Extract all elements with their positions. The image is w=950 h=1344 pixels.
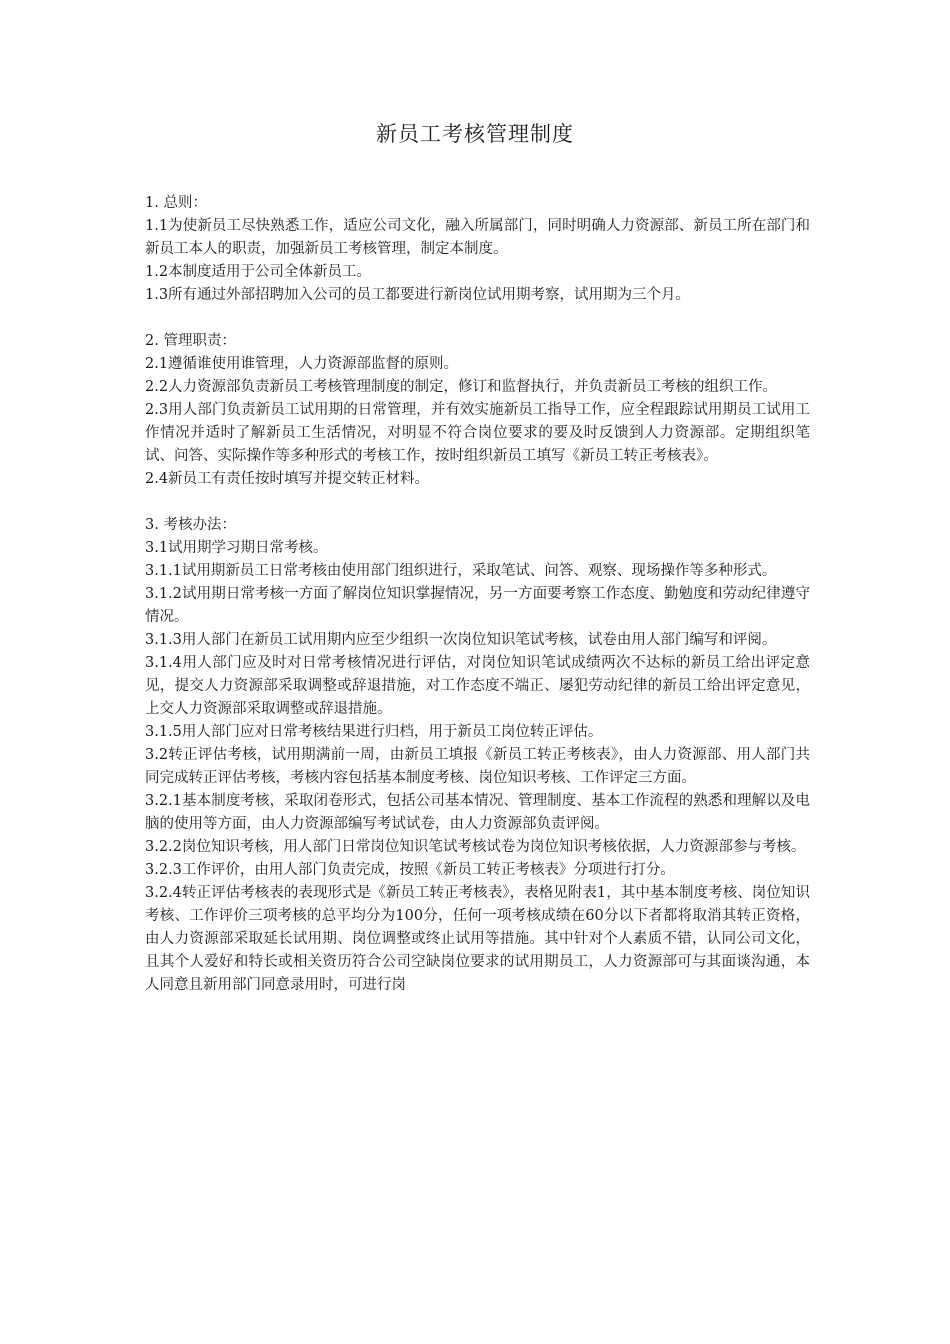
section-heading: 2. 管理职责： <box>145 333 236 349</box>
paragraph: 1.3所有通过外部招聘加入公司的员工都要进行新岗位试用期考察，试用期为三个月。 <box>145 287 691 303</box>
paragraph: 3.1.2试用期日常考核一方面了解岗位知识掌握情况，另一方面要考察工作态度、勤勉度和劳动纪律遵守情况。 <box>145 586 810 625</box>
section-general <box>145 192 810 307</box>
section-heading: 1. 总则： <box>145 195 207 211</box>
document-body <box>145 192 810 997</box>
section-assessment-methods <box>145 514 810 997</box>
document-title: 新员工考核管理制度 <box>376 122 574 146</box>
paragraph: 2.4新员工有责任按时填写并提交转正材料。 <box>145 471 430 487</box>
paragraph: 3.1.5用人部门应对日常考核结果进行归档，用于新员工岗位转正评估。 <box>145 724 603 740</box>
paragraph: 3.1.1试用期新员工日常考核由使用部门组织进行，采取笔试、问答、观察、现场操作等多种形式。 <box>145 563 777 579</box>
paragraph: 2.2人力资源部负责新员工考核管理制度的制定，修订和监督执行，并负责新员工考核的组织工作。 <box>145 379 778 395</box>
paragraph: 3.2.3工作评价，由用人部门负责完成，按照《新员工转正考核表》分项进行打分。 <box>145 862 675 878</box>
paragraph: 1.2本制度适用于公司全体新员工。 <box>145 264 372 280</box>
section-responsibilities <box>145 330 810 491</box>
paragraph: 3.2.4转正评估考核表的表现形式是《新员工转正考核表》，表格见附表1，其中基本制度考核、岗位知识考核、工作评价三项考核的总平均分为100分，任何一项考核成绩在60分以下者都将取消其转正资格，由人力资源部采取延长试用期、岗位调整或终止试用等措施。其中针对个人素质不错，认同公司文化，且其个人爱好和特长或相关资历符合公司空缺岗位要求的试用期员工，人力资源部可与其面谈沟通，本人同意且新用部门同意录用时，可进行岗 <box>145 885 810 993</box>
paragraph: 1.1为使新员工尽快熟悉工作，适应公司文化，融入所属部门，同时明确人力资源部、新员工所在部门和新员工本人的职责，加强新员工考核管理，制定本制度。 <box>145 218 810 257</box>
paragraph: 3.1.3用人部门在新员工试用期内应至少组织一次岗位知识笔试考核，试卷由用人部门编写和评阅。 <box>145 632 777 648</box>
paragraph: 3.1试用期学习期日常考核。 <box>145 540 328 556</box>
paragraph: 3.1.4用人部门应及时对日常考核情况进行评估，对岗位知识笔试成绩两次不达标的新员工给出评定意见，提交人力资源部采取调整或辞退措施，对工作态度不端正、屡犯劳动纪律的新员工给出评定意见，上交人力资源部采取调整或辞退措施。 <box>145 655 810 717</box>
paragraph: 3.2.1基本制度考核，采取闭卷形式，包括公司基本情况、管理制度、基本工作流程的熟悉和理解以及电脑的使用等方面，由人力资源部编写考试试卷，由人力资源部负责评阅。 <box>145 793 810 832</box>
paragraph: 2.3用人部门负责新员工试用期的日常管理，并有效实施新员工指导工作，应全程跟踪试用期员工试用工作情况并适时了解新员工生活情况，对明显不符合岗位要求的要及时反馈到人力资源部。定期组织笔试、问答、实际操作等多种形式的考核工作，按时组织新员工填写《新员工转正考核表》。 <box>145 402 810 464</box>
section-heading: 3. 考核办法： <box>145 517 236 533</box>
paragraph: 2.1遵循谁使用谁管理，人力资源部监督的原则。 <box>145 356 459 372</box>
paragraph: 3.2.2岗位知识考核，用人部门日常岗位知识笔试考核试卷为岗位知识考核依据，人力资源部参与考核。 <box>145 839 806 855</box>
paragraph: 3.2转正评估考核，试用期满前一周，由新员工填报《新员工转正考核表》，由人力资源部、用人部门共同完成转正评估考核，考核内容包括基本制度考核、岗位知识考核、工作评定三方面。 <box>145 747 810 786</box>
